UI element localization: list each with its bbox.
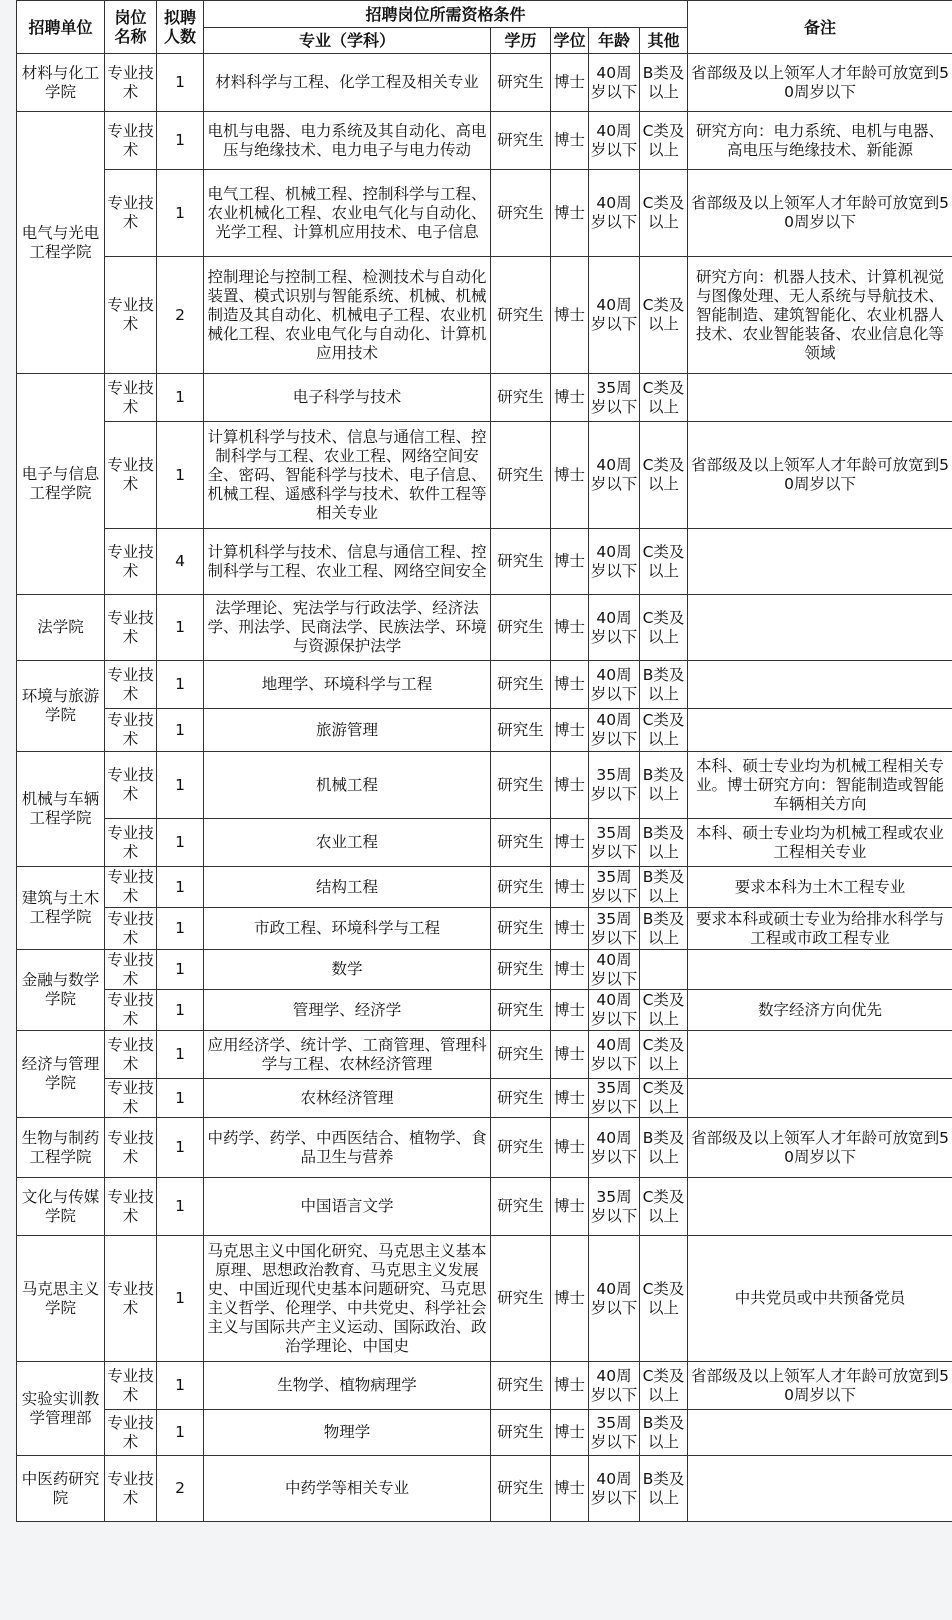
age-cell: 40周岁以下 [589, 1236, 640, 1362]
edu-cell: 研究生 [491, 595, 551, 661]
table-row [17, 709, 952, 752]
major-cell: 法学理论、宪法学与行政法学、经济法学、刑法学、民商法学、民族法学、环境与资源保护法学 [204, 595, 491, 661]
degree-cell: 博士 [551, 752, 589, 819]
table-row [17, 595, 952, 661]
age-cell: 40周岁以下 [589, 170, 640, 257]
count-cell: 1 [157, 595, 204, 661]
other-cell: C类及以上 [640, 529, 688, 595]
remark-cell: 研究方向：机器人技术、计算机视觉与图像处理、无人系统与导航技术、智能制造、建筑智能化、农业机器人技术、农业智能装备、农业信息化等领域 [688, 257, 952, 374]
edu-cell: 研究生 [491, 752, 551, 819]
degree-cell: 博士 [551, 257, 589, 374]
degree-cell: 博士 [551, 908, 589, 950]
other-cell: B类及以上 [640, 1118, 688, 1178]
major-cell: 应用经济学、统计学、工商管理、管理科学与工程、农林经济管理 [204, 1031, 491, 1079]
post-cell: 专业技术 [105, 112, 157, 170]
post-cell: 专业技术 [105, 661, 157, 709]
edu-cell: 研究生 [491, 529, 551, 595]
count-cell: 1 [157, 908, 204, 950]
age-cell: 40周岁以下 [589, 990, 640, 1031]
other-cell: B类及以上 [640, 867, 688, 908]
count-cell: 2 [157, 1456, 204, 1522]
other-cell: B类及以上 [640, 54, 688, 112]
major-cell: 农业工程 [204, 819, 491, 867]
post-cell: 专业技术 [105, 1236, 157, 1362]
table-row [17, 908, 952, 950]
degree-cell: 博士 [551, 112, 589, 170]
major-cell: 机械工程 [204, 752, 491, 819]
edu-cell: 研究生 [491, 990, 551, 1031]
edu-cell: 研究生 [491, 257, 551, 374]
other-cell: C类及以上 [640, 422, 688, 529]
unit-name-cell: 生物与制药工程学院 [17, 1118, 105, 1178]
edu-cell: 研究生 [491, 1178, 551, 1236]
edu-cell: 研究生 [491, 1031, 551, 1079]
age-cell: 40周岁以下 [589, 661, 640, 709]
table-row [17, 950, 952, 990]
edu-cell: 研究生 [491, 1456, 551, 1522]
age-cell: 40周岁以下 [589, 422, 640, 529]
header-count: 拟聘人数 [157, 1, 204, 54]
header-remark: 备注 [688, 1, 952, 54]
remark-cell: 研究方向：电力系统、电机与电器、高电压与绝缘技术、新能源 [688, 112, 952, 170]
unit-name-cell: 经济与管理学院 [17, 1031, 105, 1118]
table-row [17, 1031, 952, 1079]
unit-name-cell: 电子与信息工程学院 [17, 374, 105, 595]
major-cell: 电子科学与技术 [204, 374, 491, 422]
table-row [17, 374, 952, 422]
remark-cell [688, 709, 952, 752]
major-cell: 结构工程 [204, 867, 491, 908]
table-row [17, 1362, 952, 1410]
other-cell: C类及以上 [640, 170, 688, 257]
header-age: 年龄 [589, 28, 640, 54]
count-cell: 1 [157, 1410, 204, 1456]
post-cell: 专业技术 [105, 867, 157, 908]
unit-name-cell: 金融与数学学院 [17, 950, 105, 1031]
major-cell: 中国语言文学 [204, 1178, 491, 1236]
post-cell: 专业技术 [105, 422, 157, 529]
table-row [17, 1118, 952, 1178]
major-cell: 电机与电器、电力系统及其自动化、高电压与绝缘技术、电力电子与电力传动 [204, 112, 491, 170]
major-cell: 农林经济管理 [204, 1079, 491, 1118]
post-cell: 专业技术 [105, 819, 157, 867]
edu-cell: 研究生 [491, 819, 551, 867]
count-cell: 1 [157, 1362, 204, 1410]
post-cell: 专业技术 [105, 908, 157, 950]
count-cell: 2 [157, 257, 204, 374]
age-cell: 35周岁以下 [589, 908, 640, 950]
major-cell: 数学 [204, 950, 491, 990]
degree-cell: 博士 [551, 54, 589, 112]
table-row [17, 1236, 952, 1362]
major-cell: 地理学、环境科学与工程 [204, 661, 491, 709]
count-cell: 4 [157, 529, 204, 595]
count-cell: 1 [157, 54, 204, 112]
remark-cell: 本科、硕士专业均为机械工程相关专业。博士研究方向：智能制造或智能车辆相关方向 [688, 752, 952, 819]
age-cell: 35周岁以下 [589, 752, 640, 819]
table-row [17, 112, 952, 170]
degree-cell: 博士 [551, 1456, 589, 1522]
unit-name-cell: 文化与传媒学院 [17, 1178, 105, 1236]
age-cell: 40周岁以下 [589, 595, 640, 661]
degree-cell: 博士 [551, 1178, 589, 1236]
major-cell: 旅游管理 [204, 709, 491, 752]
remark-cell: 省部级及以上领军人才年龄可放宽到50周岁以下 [688, 170, 952, 257]
degree-cell: 博士 [551, 709, 589, 752]
edu-cell: 研究生 [491, 709, 551, 752]
post-cell: 专业技术 [105, 990, 157, 1031]
remark-cell: 要求本科为土木工程专业 [688, 867, 952, 908]
degree-cell: 博士 [551, 661, 589, 709]
degree-cell: 博士 [551, 170, 589, 257]
degree-cell: 博士 [551, 950, 589, 990]
other-cell: B类及以上 [640, 1456, 688, 1522]
other-cell: C类及以上 [640, 1031, 688, 1079]
table-row [17, 54, 952, 112]
degree-cell: 博士 [551, 1031, 589, 1079]
age-cell: 35周岁以下 [589, 819, 640, 867]
other-cell: C类及以上 [640, 1178, 688, 1236]
remark-cell [688, 1178, 952, 1236]
age-cell: 35周岁以下 [589, 867, 640, 908]
age-cell: 35周岁以下 [589, 374, 640, 422]
remark-cell: 要求本科或硕士专业为给排水科学与工程或市政工程专业 [688, 908, 952, 950]
unit-name-cell: 建筑与土木工程学院 [17, 867, 105, 950]
degree-cell: 博士 [551, 595, 589, 661]
age-cell: 40周岁以下 [589, 54, 640, 112]
edu-cell: 研究生 [491, 170, 551, 257]
post-cell: 专业技术 [105, 1410, 157, 1456]
major-cell: 计算机科学与技术、信息与通信工程、控制科学与工程、农业工程、网络空间安全 [204, 529, 491, 595]
remark-cell: 数字经济方向优先 [688, 990, 952, 1031]
degree-cell: 博士 [551, 1410, 589, 1456]
count-cell: 1 [157, 867, 204, 908]
age-cell: 40周岁以下 [589, 529, 640, 595]
age-cell: 35周岁以下 [589, 1178, 640, 1236]
recruitment-table [16, 0, 952, 1522]
post-cell: 专业技术 [105, 374, 157, 422]
major-cell: 中药学等相关专业 [204, 1456, 491, 1522]
count-cell: 1 [157, 990, 204, 1031]
table-row [17, 529, 952, 595]
other-cell: B类及以上 [640, 1410, 688, 1456]
post-cell: 专业技术 [105, 709, 157, 752]
edu-cell: 研究生 [491, 54, 551, 112]
edu-cell: 研究生 [491, 422, 551, 529]
other-cell: C类及以上 [640, 990, 688, 1031]
header-unit: 招聘单位 [17, 1, 105, 54]
major-cell: 管理学、经济学 [204, 990, 491, 1031]
other-cell: C类及以上 [640, 374, 688, 422]
edu-cell: 研究生 [491, 1236, 551, 1362]
header-edu: 学历 [491, 28, 551, 54]
other-cell: B类及以上 [640, 752, 688, 819]
count-cell: 1 [157, 1118, 204, 1178]
remark-cell [688, 529, 952, 595]
remark-cell [688, 1410, 952, 1456]
remark-cell [688, 595, 952, 661]
table-row [17, 752, 952, 819]
unit-name-cell: 电气与光电工程学院 [17, 112, 105, 374]
major-cell: 市政工程、环境科学与工程 [204, 908, 491, 950]
remark-cell: 省部级及以上领军人才年龄可放宽到50周岁以下 [688, 54, 952, 112]
unit-name-cell: 环境与旅游学院 [17, 661, 105, 752]
major-cell: 材料科学与工程、化学工程及相关专业 [204, 54, 491, 112]
count-cell: 1 [157, 1031, 204, 1079]
other-cell: C类及以上 [640, 257, 688, 374]
age-cell: 40周岁以下 [589, 1118, 640, 1178]
unit-name-cell: 中医药研究院 [17, 1456, 105, 1522]
degree-cell: 博士 [551, 422, 589, 529]
post-cell: 专业技术 [105, 257, 157, 374]
other-cell: C类及以上 [640, 1079, 688, 1118]
count-cell: 1 [157, 1178, 204, 1236]
major-cell: 中药学、药学、中西医结合、植物学、食品卫生与营养 [204, 1118, 491, 1178]
count-cell: 1 [157, 661, 204, 709]
remark-cell: 中共党员或中共预备党员 [688, 1236, 952, 1362]
other-cell: B类及以上 [640, 908, 688, 950]
other-cell: C类及以上 [640, 112, 688, 170]
degree-cell: 博士 [551, 1236, 589, 1362]
table-row [17, 422, 952, 529]
count-cell: 1 [157, 819, 204, 867]
degree-cell: 博士 [551, 1079, 589, 1118]
remark-cell [688, 1079, 952, 1118]
edu-cell: 研究生 [491, 908, 551, 950]
post-cell: 专业技术 [105, 1362, 157, 1410]
post-cell: 专业技术 [105, 595, 157, 661]
header-other: 其他 [640, 28, 688, 54]
remark-cell: 省部级及以上领军人才年龄可放宽到50周岁以下 [688, 422, 952, 529]
count-cell: 1 [157, 709, 204, 752]
edu-cell: 研究生 [491, 867, 551, 908]
major-cell: 计算机科学与技术、信息与通信工程、控制科学与工程、农业工程、网络空间安全、密码、智能科学与技术、电子信息、机械工程、遥感科学与技术、软件工程等相关专业 [204, 422, 491, 529]
other-cell: C类及以上 [640, 1236, 688, 1362]
major-cell: 电气工程、机械工程、控制科学与工程、农业机械化工程、农业电气化与自动化、光学工程、计算机应用技术、电子信息 [204, 170, 491, 257]
edu-cell: 研究生 [491, 950, 551, 990]
age-cell: 40周岁以下 [589, 709, 640, 752]
post-cell: 专业技术 [105, 54, 157, 112]
table-row [17, 661, 952, 709]
degree-cell: 博士 [551, 529, 589, 595]
table-row [17, 819, 952, 867]
post-cell: 专业技术 [105, 1118, 157, 1178]
other-cell: C类及以上 [640, 709, 688, 752]
remark-cell [688, 1031, 952, 1079]
age-cell: 40周岁以下 [589, 1031, 640, 1079]
table-row [17, 867, 952, 908]
count-cell: 1 [157, 422, 204, 529]
count-cell: 1 [157, 752, 204, 819]
table-row [17, 1178, 952, 1236]
table-row [17, 1410, 952, 1456]
post-cell: 专业技术 [105, 950, 157, 990]
age-cell: 40周岁以下 [589, 1362, 640, 1410]
header-row-1 [17, 1, 952, 28]
post-cell: 专业技术 [105, 1178, 157, 1236]
remark-cell [688, 374, 952, 422]
degree-cell: 博士 [551, 1118, 589, 1178]
table-body [17, 54, 952, 1522]
header-major: 专业（学科） [204, 28, 491, 54]
header-conditions: 招聘岗位所需资格条件 [204, 1, 688, 28]
header-degree: 学位 [551, 28, 589, 54]
table-row [17, 990, 952, 1031]
other-cell: C类及以上 [640, 1362, 688, 1410]
post-cell: 专业技术 [105, 1079, 157, 1118]
count-cell: 1 [157, 112, 204, 170]
major-cell: 生物学、植物病理学 [204, 1362, 491, 1410]
unit-name-cell: 马克思主义学院 [17, 1236, 105, 1362]
edu-cell: 研究生 [491, 661, 551, 709]
post-cell: 专业技术 [105, 1456, 157, 1522]
major-cell: 控制理论与控制工程、检测技术与自动化装置、模式识别与智能系统、机械、机械制造及其自动化、机械电子工程、农业机械化工程、农业电气化与自动化、计算机应用技术 [204, 257, 491, 374]
remark-cell [688, 1456, 952, 1522]
count-cell: 1 [157, 950, 204, 990]
post-cell: 专业技术 [105, 170, 157, 257]
table-row [17, 257, 952, 374]
header-post: 岗位名称 [105, 1, 157, 54]
edu-cell: 研究生 [491, 1079, 551, 1118]
edu-cell: 研究生 [491, 112, 551, 170]
count-cell: 1 [157, 374, 204, 422]
other-cell: B类及以上 [640, 819, 688, 867]
unit-name-cell: 机械与车辆工程学院 [17, 752, 105, 867]
post-cell: 专业技术 [105, 529, 157, 595]
other-cell [640, 950, 688, 990]
edu-cell: 研究生 [491, 1410, 551, 1456]
degree-cell: 博士 [551, 374, 589, 422]
age-cell: 40周岁以下 [589, 950, 640, 990]
degree-cell: 博士 [551, 1362, 589, 1410]
remark-cell: 本科、硕士专业均为机械工程或农业工程相关专业 [688, 819, 952, 867]
count-cell: 1 [157, 170, 204, 257]
post-cell: 专业技术 [105, 752, 157, 819]
degree-cell: 博士 [551, 819, 589, 867]
degree-cell: 博士 [551, 867, 589, 908]
post-cell: 专业技术 [105, 1031, 157, 1079]
count-cell: 1 [157, 1236, 204, 1362]
edu-cell: 研究生 [491, 1362, 551, 1410]
remark-cell: 省部级及以上领军人才年龄可放宽到50周岁以下 [688, 1118, 952, 1178]
major-cell: 马克思主义中国化研究、马克思主义基本原理、思想政治教育、马克思主义发展史、中国近现代史基本问题研究、马克思主义哲学、伦理学、中共党史、科学社会主义与国际共产主义运动、国际政治、政治学理论、中国史 [204, 1236, 491, 1362]
other-cell: C类及以上 [640, 595, 688, 661]
remark-cell [688, 950, 952, 990]
age-cell: 40周岁以下 [589, 112, 640, 170]
other-cell: B类及以上 [640, 661, 688, 709]
unit-name-cell: 法学院 [17, 595, 105, 661]
edu-cell: 研究生 [491, 1118, 551, 1178]
unit-name-cell: 材料与化工学院 [17, 54, 105, 112]
age-cell: 35周岁以下 [589, 1079, 640, 1118]
unit-name-cell: 实验实训教学管理部 [17, 1362, 105, 1456]
table-row [17, 1079, 952, 1118]
count-cell: 1 [157, 1079, 204, 1118]
edu-cell: 研究生 [491, 374, 551, 422]
degree-cell: 博士 [551, 990, 589, 1031]
remark-cell: 省部级及以上领军人才年龄可放宽到50周岁以下 [688, 1362, 952, 1410]
recruitment-table-container [16, 0, 952, 1522]
age-cell: 35周岁以下 [589, 1410, 640, 1456]
table-row [17, 170, 952, 257]
age-cell: 40周岁以下 [589, 1456, 640, 1522]
major-cell: 物理学 [204, 1410, 491, 1456]
age-cell: 40周岁以下 [589, 257, 640, 374]
remark-cell [688, 661, 952, 709]
table-row [17, 1456, 952, 1522]
